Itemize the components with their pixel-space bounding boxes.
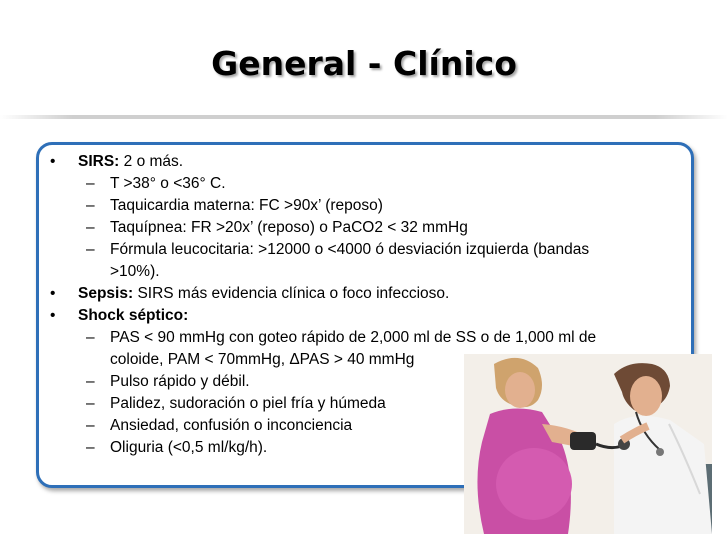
bullet-text: SIRS más evidencia clínica o foco infeccioso. bbox=[133, 285, 450, 302]
bullet-lead: SIRS: bbox=[78, 153, 120, 170]
photo-doctor-pregnant-patient bbox=[464, 354, 712, 534]
photo-illustration bbox=[464, 354, 712, 534]
bullet-text: 2 o más. bbox=[119, 153, 184, 170]
bullet-lead: Sepsis: bbox=[78, 285, 134, 302]
sub-bullet: – Ansiedad, confusión o inconciencia bbox=[50, 415, 660, 437]
sub-bullet: – T >38° o <36° C. bbox=[50, 173, 660, 195]
sub-bullet: – Taquípnea: FR >20x’ (reposo) o PaCO2 < 32 mmHg bbox=[50, 217, 660, 239]
bullet-sirs bbox=[50, 151, 660, 173]
sub-bullet-multiline bbox=[50, 239, 660, 283]
sub-bullet-line1: PAS < 90 mmHg con goteo rápido de 2,000 ml de SS o de 1,000 ml de bbox=[110, 329, 597, 346]
sub-bullet: – Palidez, sudoración o piel fría y húmeda bbox=[50, 393, 660, 415]
bullet-shock bbox=[50, 305, 660, 327]
slide-title: General - Clínico bbox=[211, 44, 517, 83]
sub-bullet: – Pulso rápido y débil. bbox=[50, 371, 660, 393]
bullet-sepsis bbox=[50, 283, 660, 305]
title-divider bbox=[0, 115, 728, 119]
sub-bullet-line1: Fórmula leucocitaria: >12000 o <4000 ó desviación izquierda (bandas bbox=[110, 241, 590, 258]
sub-bullet: – Taquicardia materna: FC >90x’ (reposo) bbox=[50, 195, 660, 217]
sub-bullet: – Oliguria (<0,5 ml/kg/h). bbox=[50, 437, 660, 459]
bullet-lead: Shock séptico: bbox=[78, 307, 189, 324]
sub-bullet-line2: >10%). bbox=[110, 263, 160, 280]
sub-bullet-line2: coloide, PAM < 70mmHg, ΔPAS > 40 mmHg bbox=[110, 351, 415, 368]
